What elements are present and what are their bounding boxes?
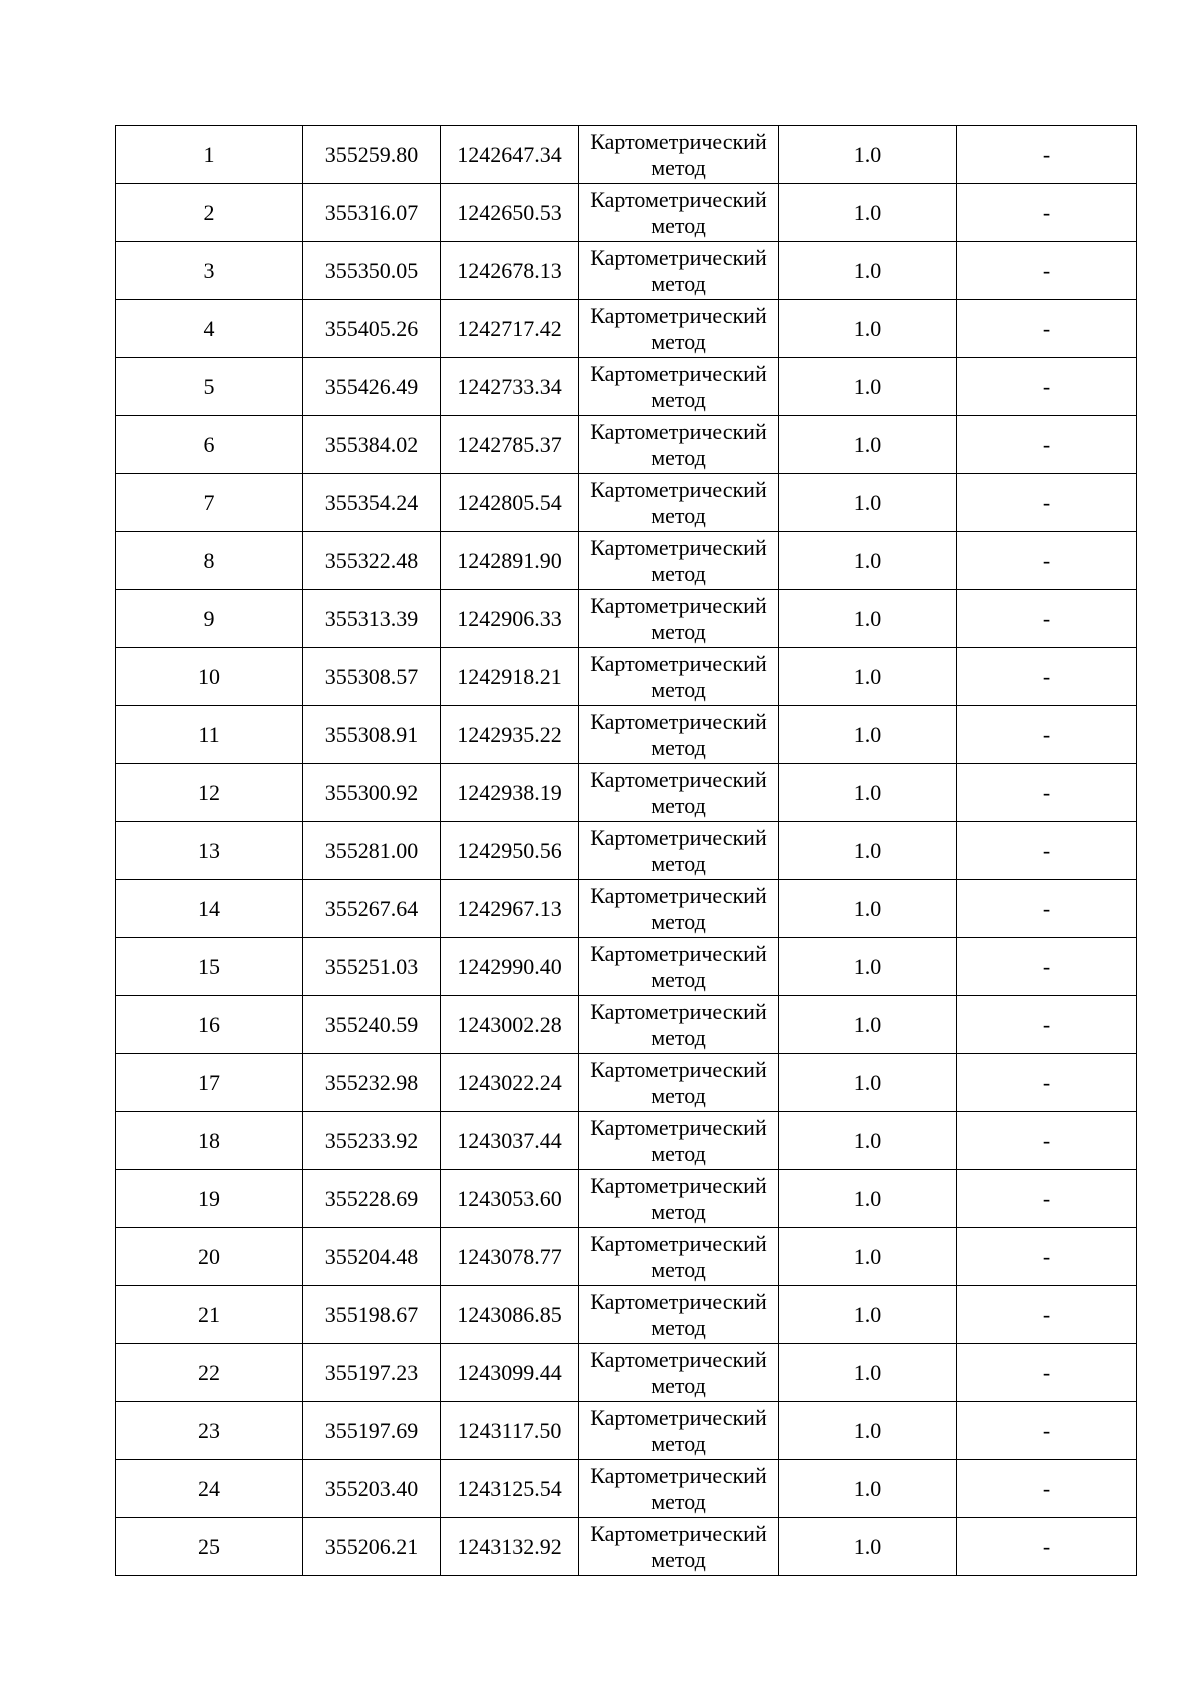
point-number-cell: 13 [116,822,303,880]
description-cell: - [957,416,1137,474]
method-cell [579,764,779,822]
method-line-1: Картометрический [590,1288,767,1314]
method-line-2: метод [651,154,706,180]
x-coordinate-cell: 355259.80 [303,126,441,184]
accuracy-cell: 1.0 [779,1054,957,1112]
point-number-cell: 7 [116,474,303,532]
description-cell: - [957,822,1137,880]
accuracy-cell: 1.0 [779,416,957,474]
accuracy-cell: 1.0 [779,590,957,648]
method-line-1: Картометрический [590,418,767,444]
method-cell [579,822,779,880]
x-coordinate-cell: 355204.48 [303,1228,441,1286]
method-line-1: Картометрический [590,940,767,966]
point-number-cell: 3 [116,242,303,300]
coordinates-table [115,125,1137,1576]
description-cell: - [957,242,1137,300]
table-row [116,416,1137,474]
x-coordinate-cell: 355426.49 [303,358,441,416]
method-cell [579,1170,779,1228]
description-cell: - [957,474,1137,532]
table-row [116,126,1137,184]
x-coordinate-cell: 355384.02 [303,416,441,474]
point-number-cell: 14 [116,880,303,938]
y-coordinate-cell: 1242647.34 [441,126,579,184]
x-coordinate-cell: 355405.26 [303,300,441,358]
method-line-2: метод [651,1256,706,1282]
method-line-2: метод [651,502,706,528]
method-line-2: метод [651,560,706,586]
point-number-cell: 20 [116,1228,303,1286]
y-coordinate-cell: 1243099.44 [441,1344,579,1402]
description-cell: - [957,1054,1137,1112]
x-coordinate-cell: 355232.98 [303,1054,441,1112]
accuracy-cell: 1.0 [779,126,957,184]
method-line-1: Картометрический [590,998,767,1024]
description-cell: - [957,590,1137,648]
x-coordinate-cell: 355308.91 [303,706,441,764]
y-coordinate-cell: 1242938.19 [441,764,579,822]
method-cell [579,532,779,590]
description-cell: - [957,1228,1137,1286]
point-number-cell: 23 [116,1402,303,1460]
description-cell: - [957,1402,1137,1460]
point-number-cell: 22 [116,1344,303,1402]
method-cell [579,1460,779,1518]
method-line-1: Картометрический [590,186,767,212]
description-cell: - [957,300,1137,358]
method-line-1: Картометрический [590,302,767,328]
point-number-cell: 25 [116,1518,303,1576]
y-coordinate-cell: 1243022.24 [441,1054,579,1112]
accuracy-cell: 1.0 [779,300,957,358]
table-row [116,822,1137,880]
table-row [116,1286,1137,1344]
y-coordinate-cell: 1243037.44 [441,1112,579,1170]
x-coordinate-cell: 355197.23 [303,1344,441,1402]
description-cell: - [957,358,1137,416]
description-cell: - [957,1518,1137,1576]
method-cell [579,474,779,532]
method-line-1: Картометрический [590,1114,767,1140]
point-number-cell: 12 [116,764,303,822]
method-line-1: Картометрический [590,882,767,908]
description-cell: - [957,764,1137,822]
y-coordinate-cell: 1242785.37 [441,416,579,474]
method-line-1: Картометрический [590,360,767,386]
description-cell: - [957,1170,1137,1228]
accuracy-cell: 1.0 [779,1518,957,1576]
description-cell: - [957,1344,1137,1402]
table-row [116,242,1137,300]
description-cell: - [957,938,1137,996]
method-line-2: метод [651,908,706,934]
description-cell: - [957,996,1137,1054]
method-cell [579,590,779,648]
accuracy-cell: 1.0 [779,242,957,300]
x-coordinate-cell: 355313.39 [303,590,441,648]
point-number-cell: 17 [116,1054,303,1112]
description-cell: - [957,1460,1137,1518]
accuracy-cell: 1.0 [779,184,957,242]
table-row [116,1112,1137,1170]
accuracy-cell: 1.0 [779,532,957,590]
point-number-cell: 1 [116,126,303,184]
description-cell: - [957,1286,1137,1344]
method-cell [579,184,779,242]
table-row [116,1054,1137,1112]
x-coordinate-cell: 355322.48 [303,532,441,590]
method-line-1: Картометрический [590,1520,767,1546]
method-cell [579,300,779,358]
method-line-2: метод [651,444,706,470]
y-coordinate-cell: 1243086.85 [441,1286,579,1344]
x-coordinate-cell: 355316.07 [303,184,441,242]
x-coordinate-cell: 355233.92 [303,1112,441,1170]
y-coordinate-cell: 1242935.22 [441,706,579,764]
method-line-1: Картометрический [590,1346,767,1372]
method-cell [579,1344,779,1402]
method-line-1: Картометрический [590,244,767,270]
method-line-2: метод [651,1140,706,1166]
accuracy-cell: 1.0 [779,1460,957,1518]
table-row [116,880,1137,938]
method-line-2: метод [651,1024,706,1050]
method-line-2: метод [651,1198,706,1224]
method-line-2: метод [651,386,706,412]
table-row [116,184,1137,242]
accuracy-cell: 1.0 [779,880,957,938]
point-number-cell: 2 [116,184,303,242]
method-line-1: Картометрический [590,534,767,560]
x-coordinate-cell: 355300.92 [303,764,441,822]
description-cell: - [957,880,1137,938]
table-row [116,590,1137,648]
point-number-cell: 11 [116,706,303,764]
table-row [116,474,1137,532]
accuracy-cell: 1.0 [779,822,957,880]
point-number-cell: 15 [116,938,303,996]
x-coordinate-cell: 355228.69 [303,1170,441,1228]
method-cell [579,706,779,764]
description-cell: - [957,648,1137,706]
table-row [116,532,1137,590]
method-line-1: Картометрический [590,1462,767,1488]
table-row [116,1518,1137,1576]
point-number-cell: 8 [116,532,303,590]
method-cell [579,1402,779,1460]
table-row [116,1170,1137,1228]
method-line-2: метод [651,212,706,238]
method-cell [579,648,779,706]
method-line-2: метод [651,270,706,296]
y-coordinate-cell: 1242990.40 [441,938,579,996]
x-coordinate-cell: 355206.21 [303,1518,441,1576]
method-line-2: метод [651,1082,706,1108]
y-coordinate-cell: 1243002.28 [441,996,579,1054]
table-row [116,1344,1137,1402]
accuracy-cell: 1.0 [779,938,957,996]
x-coordinate-cell: 355354.24 [303,474,441,532]
method-line-1: Картометрический [590,1230,767,1256]
description-cell: - [957,706,1137,764]
table-row [116,300,1137,358]
method-line-1: Картометрический [590,128,767,154]
method-cell [579,242,779,300]
accuracy-cell: 1.0 [779,1112,957,1170]
method-cell [579,1286,779,1344]
table-row [116,1402,1137,1460]
y-coordinate-cell: 1243132.92 [441,1518,579,1576]
method-line-2: метод [651,792,706,818]
x-coordinate-cell: 355240.59 [303,996,441,1054]
method-line-2: метод [651,1430,706,1456]
method-line-1: Картометрический [590,592,767,618]
method-line-2: метод [651,1488,706,1514]
accuracy-cell: 1.0 [779,1170,957,1228]
x-coordinate-cell: 355281.00 [303,822,441,880]
x-coordinate-cell: 355267.64 [303,880,441,938]
table-row [116,1460,1137,1518]
method-cell [579,880,779,938]
accuracy-cell: 1.0 [779,358,957,416]
y-coordinate-cell: 1242906.33 [441,590,579,648]
method-line-1: Картометрический [590,476,767,502]
point-number-cell: 6 [116,416,303,474]
method-line-1: Картометрический [590,1404,767,1430]
method-cell [579,1112,779,1170]
y-coordinate-cell: 1243078.77 [441,1228,579,1286]
table-row [116,1228,1137,1286]
method-line-2: метод [651,618,706,644]
point-number-cell: 18 [116,1112,303,1170]
method-line-2: метод [651,1314,706,1340]
point-number-cell: 16 [116,996,303,1054]
method-cell [579,1228,779,1286]
table-row [116,648,1137,706]
table-row [116,938,1137,996]
point-number-cell: 9 [116,590,303,648]
y-coordinate-cell: 1242678.13 [441,242,579,300]
accuracy-cell: 1.0 [779,1228,957,1286]
method-cell [579,416,779,474]
point-number-cell: 24 [116,1460,303,1518]
method-line-2: метод [651,328,706,354]
x-coordinate-cell: 355308.57 [303,648,441,706]
method-cell [579,996,779,1054]
y-coordinate-cell: 1243117.50 [441,1402,579,1460]
method-line-2: метод [651,676,706,702]
x-coordinate-cell: 355198.67 [303,1286,441,1344]
accuracy-cell: 1.0 [779,474,957,532]
method-line-1: Картометрический [590,1056,767,1082]
method-line-2: метод [651,850,706,876]
y-coordinate-cell: 1242950.56 [441,822,579,880]
method-line-1: Картометрический [590,824,767,850]
accuracy-cell: 1.0 [779,1402,957,1460]
method-cell [579,1518,779,1576]
accuracy-cell: 1.0 [779,1344,957,1402]
method-cell [579,126,779,184]
method-cell [579,358,779,416]
method-line-1: Картометрический [590,708,767,734]
accuracy-cell: 1.0 [779,764,957,822]
y-coordinate-cell: 1242717.42 [441,300,579,358]
x-coordinate-cell: 355350.05 [303,242,441,300]
point-number-cell: 19 [116,1170,303,1228]
description-cell: - [957,1112,1137,1170]
y-coordinate-cell: 1242918.21 [441,648,579,706]
method-cell [579,1054,779,1112]
point-number-cell: 21 [116,1286,303,1344]
accuracy-cell: 1.0 [779,706,957,764]
method-cell [579,938,779,996]
y-coordinate-cell: 1243053.60 [441,1170,579,1228]
x-coordinate-cell: 355251.03 [303,938,441,996]
y-coordinate-cell: 1242805.54 [441,474,579,532]
description-cell: - [957,126,1137,184]
description-cell: - [957,184,1137,242]
method-line-2: метод [651,1546,706,1572]
accuracy-cell: 1.0 [779,648,957,706]
y-coordinate-cell: 1242733.34 [441,358,579,416]
y-coordinate-cell: 1242967.13 [441,880,579,938]
accuracy-cell: 1.0 [779,1286,957,1344]
point-number-cell: 5 [116,358,303,416]
method-line-1: Картометрический [590,766,767,792]
method-line-2: метод [651,734,706,760]
accuracy-cell: 1.0 [779,996,957,1054]
table-row [116,996,1137,1054]
method-line-2: метод [651,966,706,992]
x-coordinate-cell: 355197.69 [303,1402,441,1460]
point-number-cell: 10 [116,648,303,706]
table-row [116,706,1137,764]
description-cell: - [957,532,1137,590]
method-line-2: метод [651,1372,706,1398]
x-coordinate-cell: 355203.40 [303,1460,441,1518]
table-row [116,358,1137,416]
y-coordinate-cell: 1242891.90 [441,532,579,590]
method-line-1: Картометрический [590,1172,767,1198]
y-coordinate-cell: 1243125.54 [441,1460,579,1518]
table-row [116,764,1137,822]
point-number-cell: 4 [116,300,303,358]
coordinates-table-body [116,126,1137,1576]
y-coordinate-cell: 1242650.53 [441,184,579,242]
method-line-1: Картометрический [590,650,767,676]
